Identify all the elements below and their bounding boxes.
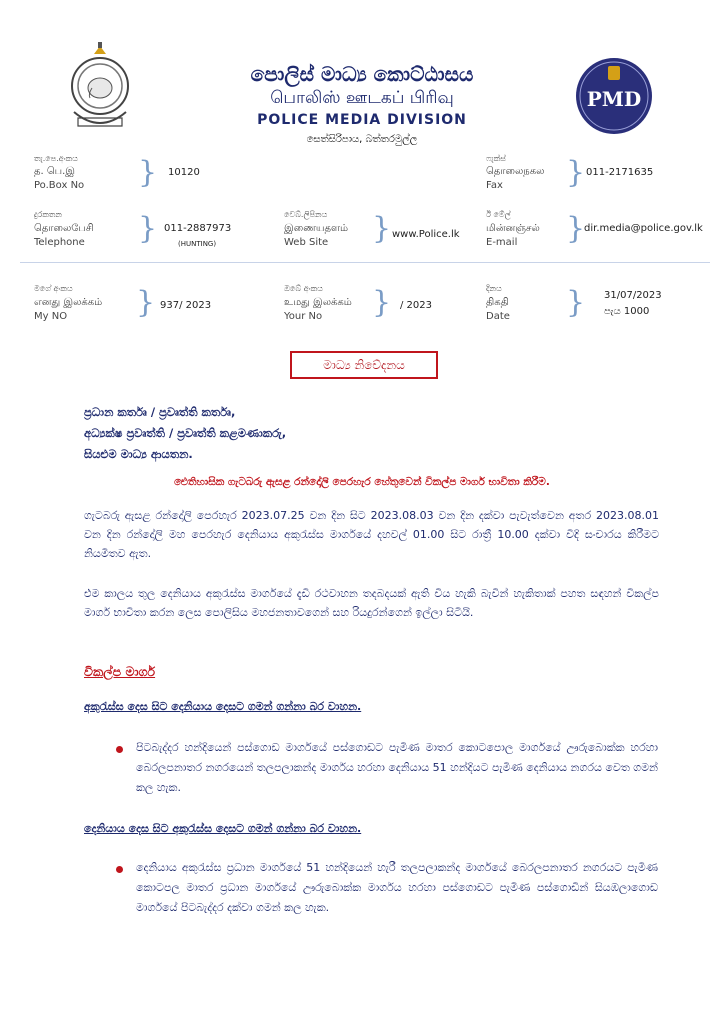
addressee-line: සියළුම මාධ්‍ය ආයතන. <box>84 447 193 461</box>
my-no-value: 937/ 2023 <box>160 300 212 311</box>
brace: } <box>566 155 586 190</box>
my-no-label-ta: எனது இலக்கம் <box>34 297 103 308</box>
route-text: දෙනියාය අකුරැස්ස ප්‍රධාන මාර්ගයේ 51 හන්දියෙන් හැරී තලපලාකන්ද මාර්ගයේ බෙරලපනාතර නගරයට පැමිණ කොටපල මාතර ප්‍රධාන මාර්ගයේ ඌරුබොක්ක මාර්ගය හරහා පස්ගොඩට පැමිණ පස්ගොඩින් සියඹලාගොඩ මාර්ගයේ පිටබැද්දර දක්වා ගමන් කල හැක. <box>136 861 658 914</box>
paragraph-2: එම කාලය තුල දෙනියාය අකුරැස්ස මාර්ගයේ දැඩි රථවාහන තදබදයක් ඇති විය හැකි බැවින් හැකිතාක් පහත සඳහන් විකල්ප මාර්ග භාවිතා කරන ලෙස පොලිසිය මහජනතාවගෙන් සහ රියදුරන්ගෙන් ඉල්ලා සිටියි. <box>84 587 659 619</box>
date-label-en: Date <box>486 311 510 322</box>
date-label-si: දිනය <box>486 284 502 293</box>
website-label-si: වෙබ්.ලිපිනය <box>284 210 328 219</box>
telephone-note: (HUNTING) <box>178 240 217 248</box>
pobox-value: 10120 <box>168 167 200 178</box>
your-no-label-en: Your No <box>284 311 323 322</box>
pobox-label-si: තැ.පෙ.අංකය <box>34 154 78 163</box>
your-no-label-ta: உமது இலக்கம் <box>284 297 352 308</box>
route-title: දෙනියාය දෙස සිට අකුරැස්ස දෙසට ගමන් ගන්නා බර වාහන. <box>84 822 362 835</box>
section-title: විකල්ප මාර්ග <box>84 664 156 679</box>
brace: } <box>566 285 586 320</box>
my-no-label-si: මගේ අංකය <box>34 284 73 293</box>
email-label-en: E-mail <box>486 237 518 248</box>
brace: } <box>372 285 392 320</box>
pmd-logo-text: PMD <box>586 87 642 111</box>
header-title-sinhala: පොලිස් මාධ්‍ය කොට්ඨාසය <box>250 62 474 86</box>
telephone-label-en: Telephone <box>34 237 85 248</box>
your-no-value: / 2023 <box>400 300 432 311</box>
my-no-label-en: My NO <box>34 311 68 322</box>
brace: } <box>136 285 156 320</box>
brace: } <box>372 211 392 246</box>
brace: } <box>566 211 586 246</box>
fax-label-en: Fax <box>486 180 503 191</box>
pmd-logo <box>574 56 654 136</box>
addressee-line: ප්‍රධාන කර්තෘ / ප්‍රවෘත්ති කර්තෘ, <box>84 405 236 419</box>
route-text: පිටබැද්දර හන්දියෙන් පස්ගොඩ මාර්ගයේ පස්ගොඩට පැමිණ මාතර කොටපොල මාර්ගයේ ඌරුබොක්ක හරහා බෙරලපනාතර නගරයෙන් තලපලාකන්ද මාර්ගය හරහා දෙනියාය 51 හන්දියට පැමිණ දෙනියාය නගරය වෙත ගමන් කල හැක. <box>136 741 658 794</box>
telephone-value: 011-2887973 <box>164 223 232 234</box>
email-label-ta: மின்னஞ்சல் <box>486 223 540 234</box>
website-label-en: Web Site <box>284 237 329 248</box>
header-divider <box>20 262 710 263</box>
website-value: www.Police.lk <box>392 229 460 240</box>
route-title: අකුරැස්ස දෙස සිට දෙනියාය දෙසට ගමන් ගන්නා බර වාහන. <box>84 700 362 713</box>
fax-value: 011-2171635 <box>586 167 654 178</box>
brace: } <box>138 211 158 246</box>
header-title-tamil: பொலிஸ் ஊடகப் பிரிவு <box>270 88 454 108</box>
bullet-icon <box>116 866 123 873</box>
telephone-label-ta: தொலைபேசி <box>34 223 94 234</box>
notice-title: මාධ්‍ය නිවේදනය <box>290 351 438 379</box>
email-value: dir.media@police.gov.lk <box>584 223 703 234</box>
brace: } <box>138 155 158 190</box>
fax-label-si: ෆැක්ස් <box>486 154 506 163</box>
paragraph-1: ගැටබරු ඇසළ රන්දෝලි පෙරහැර 2023.07.25 වන දින සිට 2023.08.03 වන දින දක්වා පැවැත්වෙන අතර 2023.08.01 වන දින රන්දෝලි මහ පෙරහැර දෙනියාය අකුරැස්ස මාර්ගයේ දහවල් 01.00 සිට රාත්‍රී 10.00 දක්වා විදි සංචාරය කිරීමට නියමිතව ඇත. <box>84 509 659 560</box>
pobox-label-ta: த. பெ.இ <box>34 166 76 177</box>
bullet-icon <box>116 746 123 753</box>
telephone-label-si: දුරකතන <box>34 210 62 219</box>
header-address: සෙත්සිරිපාය, බත්තරමුල්ල <box>306 134 418 145</box>
header-title-english: POLICE MEDIA DIVISION <box>257 112 467 128</box>
pobox-label-en: Po.Box No <box>34 180 85 191</box>
date-value: 31/07/2023 <box>604 290 662 301</box>
your-no-label-si: ඔබේ අංකය <box>284 284 323 293</box>
website-label-ta: இணையதளம் <box>284 223 349 234</box>
date-label-ta: திகதி <box>486 297 509 308</box>
time-value: පැය 1000 <box>604 306 650 317</box>
fax-label-ta: தொலைநகல <box>486 166 545 177</box>
subject-line: ඓතිහාසික ගැටබරු ඇසළ රන්දෝලි පෙරහැර හේතුවෙන් විකල්ප මාර්ග භාවිතා කිරීම. <box>174 476 550 488</box>
email-label-si: ඊ මේල් <box>486 210 511 219</box>
addressee-line: අධ්‍යක්ෂ ප්‍රවෘත්ති / ප්‍රවෘත්ති කළමණාකරු, <box>84 426 287 440</box>
